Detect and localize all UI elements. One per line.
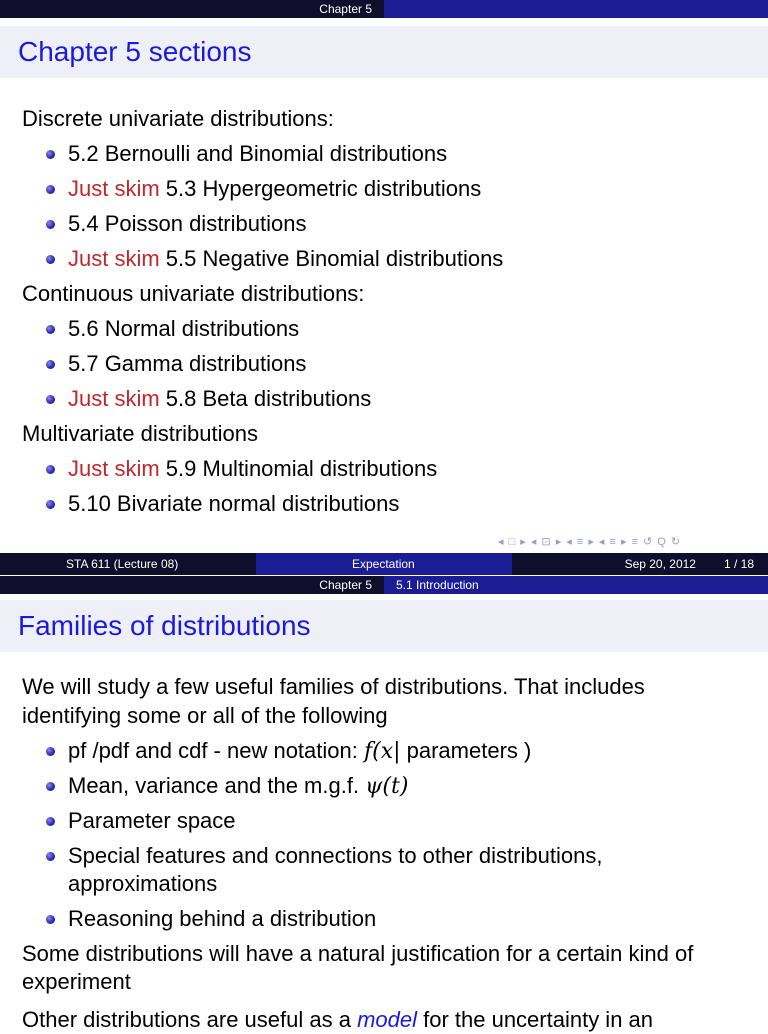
slide1-header-bar (0, 0, 768, 18)
list-item: 5.6 Normal distributions (68, 316, 300, 341)
bullet-icon (46, 817, 55, 826)
model-emphasis: model (357, 1007, 417, 1032)
list-item: Just skim 5.3 Hypergeometric distributions (68, 176, 482, 201)
group-label-continuous: Continuous univariate distributions: (22, 281, 365, 306)
intro-line-1: We will study a few useful families of distributions. That includes (22, 674, 645, 699)
list-item: Special features and connections to other distributions, (68, 843, 603, 868)
group-label-discrete: Discrete univariate distributions: (22, 106, 334, 131)
intro-line-2: identifying some or all of the following (22, 703, 388, 728)
list-item: 5.4 Poisson distributions (68, 211, 307, 236)
list-item: Just skim 5.8 Beta distributions (68, 386, 372, 411)
list-item: Parameter space (68, 808, 236, 833)
header-subsection-area (384, 0, 768, 18)
list-item: Just skim 5.9 Multinomial distributions (68, 456, 438, 481)
beamer-navigation-icons[interactable]: ◂ □ ▸ ◂ ⊡ ▸ ◂ ≡ ▸ ◂ ≡ ▸ ≡ ↺ Q ↻ (498, 536, 682, 548)
group-label-multivariate: Multivariate distributions (22, 421, 258, 446)
header-section-label: Chapter 5 (319, 2, 372, 16)
paragraph-1-line-2: experiment (22, 969, 131, 994)
bullet-icon (46, 782, 55, 791)
bullet-icon (46, 500, 55, 509)
footer-topic: Expectation (256, 553, 512, 575)
list-item-continuation: approximations (68, 871, 218, 896)
header-section-label: Chapter 5 (319, 578, 372, 592)
bullet-icon (46, 325, 55, 334)
footer-right (512, 553, 768, 575)
list-item: pf /pdf and cdf - new notation: f(x| parameters ) (68, 738, 532, 764)
slide1-footer (0, 553, 768, 575)
bullet-icon (46, 852, 55, 861)
list-item: 5.10 Bivariate normal distributions (68, 491, 400, 516)
footer-author: STA 611 (Lecture 08) (0, 553, 256, 575)
list-item: 5.7 Gamma distributions (68, 351, 307, 376)
bullet-icon (46, 220, 55, 229)
bullet-icon (46, 747, 55, 756)
paragraph-2-line-1: Other distributions are useful as a model for the uncertainty in an (22, 1007, 654, 1032)
header-section-link[interactable] (0, 0, 384, 18)
bullet-icon (46, 395, 55, 404)
list-item: 5.2 Bernoulli and Binomial distributions (68, 141, 448, 166)
header-subsection-link[interactable] (384, 576, 768, 594)
slide1-title: Chapter 5 sections (0, 26, 768, 78)
bullet-icon (46, 255, 55, 264)
slide2-title: Families of distributions (0, 600, 768, 652)
footer-date: Sep 20, 2012 (624, 557, 696, 571)
bullet-icon (46, 465, 55, 474)
list-item: Reasoning behind a distribution (68, 906, 377, 931)
footer-page-number: 1 / 18 (723, 557, 754, 571)
slide2-header-bar (0, 576, 768, 594)
bullet-icon (46, 915, 55, 924)
bullet-icon (46, 150, 55, 159)
list-item: Mean, variance and the m.g.f. ψ(t) (68, 773, 409, 799)
bullet-icon (46, 360, 55, 369)
paragraph-1-line-1: Some distributions will have a natural justification for a certain kind of (22, 941, 694, 966)
header-subsection-label: 5.1 Introduction (396, 578, 479, 592)
header-section-link[interactable] (0, 576, 384, 594)
list-item: Just skim 5.5 Negative Binomial distributions (68, 246, 504, 271)
bullet-icon (46, 185, 55, 194)
